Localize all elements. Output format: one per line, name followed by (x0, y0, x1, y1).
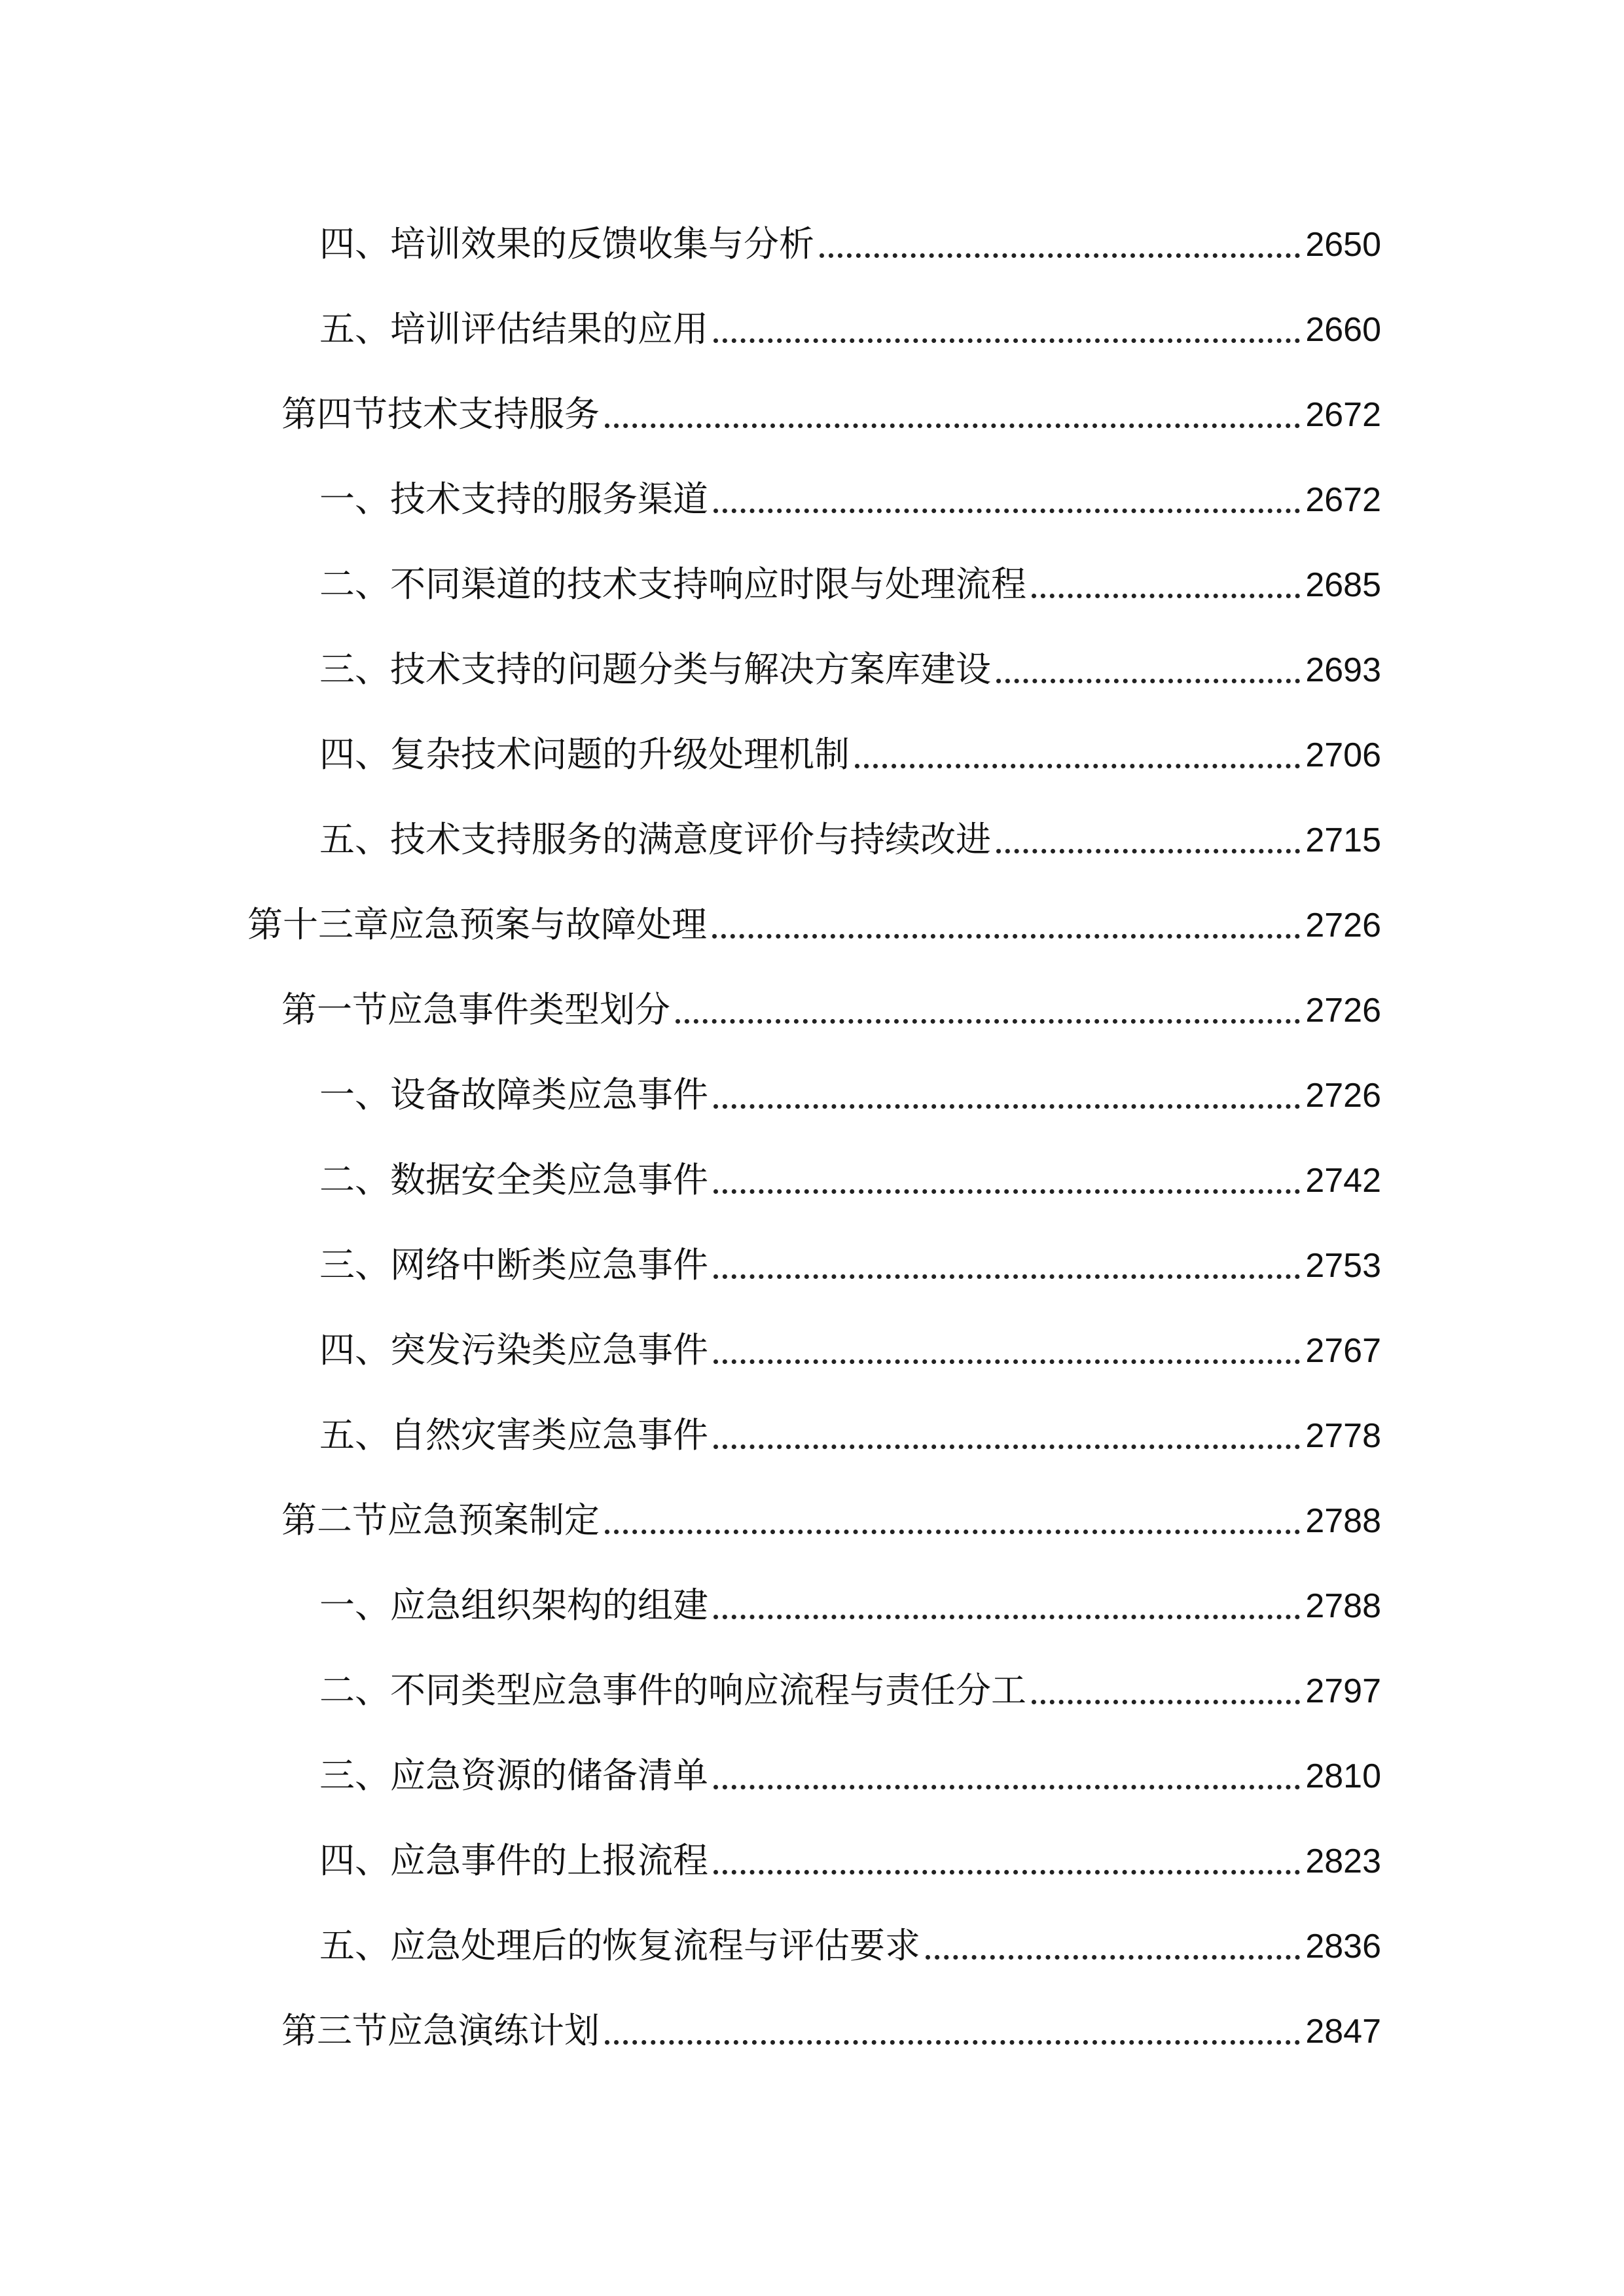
dot-leader (713, 1615, 1300, 1619)
dot-leader (713, 509, 1300, 513)
dot-leader (605, 2040, 1300, 2045)
toc-entry[interactable] (319, 1316, 1381, 1371)
dot-leader (713, 1785, 1300, 1789)
toc-entry-title: 二、数据安全类应急事件 (319, 1159, 708, 1200)
toc-entry[interactable] (319, 720, 1381, 775)
toc-entry[interactable] (247, 890, 1381, 945)
toc-entry-page: 2672 (1305, 396, 1381, 434)
toc-entry-page: 2778 (1305, 1417, 1381, 1455)
dot-leader (996, 849, 1300, 853)
dot-leader (713, 1444, 1300, 1449)
dot-leader (605, 423, 1300, 428)
toc-entry[interactable] (319, 1656, 1381, 1711)
toc-entry-title: 四、应急事件的上报流程 (319, 1840, 708, 1881)
toc-entry[interactable] (281, 380, 1381, 435)
toc-entry[interactable] (319, 550, 1381, 605)
toc-entry-page: 2810 (1305, 1757, 1381, 1795)
dot-leader (1032, 1700, 1300, 1704)
toc-entry[interactable] (319, 1571, 1381, 1626)
toc-entry-title: 五、自然灾害类应急事件 (319, 1414, 708, 1456)
toc-entry[interactable] (319, 1911, 1381, 1964)
toc-entry-title: 三、应急资源的储备清单 (319, 1755, 708, 1796)
toc-entry-title: 一、设备故障类应急事件 (319, 1074, 708, 1115)
toc-entry-page: 2660 (1305, 311, 1381, 349)
toc-entry[interactable] (319, 209, 1381, 262)
toc-entry-title: 四、培训效果的反馈收集与分析 (319, 223, 814, 264)
toc-entry[interactable] (281, 975, 1381, 1028)
toc-entry-page: 2788 (1305, 1587, 1381, 1625)
toc-entry[interactable] (281, 1486, 1381, 1541)
toc-entry-title: 第三节应急演练计划 (281, 2010, 600, 2051)
dot-leader (713, 1189, 1300, 1194)
toc-entry-title: 二、不同渠道的技术支持响应时限与处理流程 (319, 564, 1026, 605)
toc-entry-page: 2767 (1305, 1332, 1381, 1370)
toc-entry-page: 2726 (1305, 1077, 1381, 1115)
toc-entry[interactable] (319, 1741, 1381, 1796)
toc-entry-page: 2650 (1305, 226, 1381, 264)
dot-leader (712, 934, 1300, 939)
dot-leader (713, 1359, 1300, 1364)
toc-entry[interactable] (319, 1060, 1381, 1113)
toc-entry[interactable] (319, 1230, 1381, 1283)
toc-entry-page: 2706 (1305, 736, 1381, 774)
dot-leader (1032, 594, 1300, 598)
dot-leader (605, 1530, 1300, 1534)
toc-entry[interactable] (281, 1996, 1381, 2049)
toc-entry-title: 五、技术支持服务的满意度评价与持续改进 (319, 819, 991, 860)
toc-entry-title: 第二节应急预案制定 (281, 1499, 600, 1541)
toc-entry-page: 2693 (1305, 651, 1381, 689)
toc-entry-page: 2847 (1305, 2013, 1381, 2051)
dot-leader (855, 764, 1300, 768)
toc-entry-page: 2726 (1305, 992, 1381, 1030)
toc-entry-title: 五、应急处理后的恢复流程与评估要求 (319, 1925, 920, 1966)
toc-entry[interactable] (319, 465, 1381, 520)
toc-entry-page: 2836 (1305, 1928, 1381, 1965)
dot-leader (713, 338, 1300, 343)
toc-entry-page: 2788 (1305, 1502, 1381, 1540)
toc-entry-title: 三、技术支持的问题分类与解决方案库建设 (319, 649, 991, 690)
dot-leader (996, 679, 1300, 683)
toc-entry-page: 2823 (1305, 1842, 1381, 1880)
toc-entry-page: 2715 (1305, 821, 1381, 859)
dot-leader (713, 1104, 1300, 1109)
toc-entry[interactable] (319, 805, 1381, 860)
dot-leader (713, 1274, 1300, 1279)
toc-entry[interactable] (319, 1826, 1381, 1881)
toc-entry-title: 三、网络中断类应急事件 (319, 1244, 708, 1285)
toc-entry-title: 第四节技术支持服务 (281, 393, 600, 435)
toc-entry-title: 第十三章应急预案与故障处理 (247, 904, 707, 945)
toc-entry-page: 2672 (1305, 481, 1381, 519)
dot-leader (713, 1870, 1300, 1874)
toc-entry[interactable] (319, 635, 1381, 690)
toc-entry-page: 2753 (1305, 1247, 1381, 1285)
toc-entry-title: 四、复杂技术问题的升级处理机制 (319, 734, 850, 775)
toc-entry-page: 2726 (1305, 906, 1381, 944)
toc-entry-title: 二、不同类型应急事件的响应流程与责任分工 (319, 1670, 1026, 1711)
toc-entry-page: 2685 (1305, 566, 1381, 604)
toc-entry-page: 2797 (1305, 1672, 1381, 1710)
toc-entry[interactable] (319, 295, 1381, 350)
toc-entry-title: 一、技术支持的服务渠道 (319, 478, 708, 520)
toc-entry-title: 四、突发污染类应急事件 (319, 1329, 708, 1371)
dot-leader (820, 253, 1300, 258)
toc-entry-page: 2742 (1305, 1162, 1381, 1200)
toc-entry-title: 一、应急组织架构的组建 (319, 1585, 708, 1626)
toc-entry[interactable] (319, 1145, 1381, 1198)
toc-entry-title: 第一节应急事件类型划分 (281, 989, 670, 1030)
toc-entry[interactable] (319, 1401, 1381, 1456)
toc-entry-title: 五、培训评估结果的应用 (319, 308, 708, 350)
dot-leader (926, 1955, 1300, 1960)
dot-leader (676, 1019, 1300, 1024)
